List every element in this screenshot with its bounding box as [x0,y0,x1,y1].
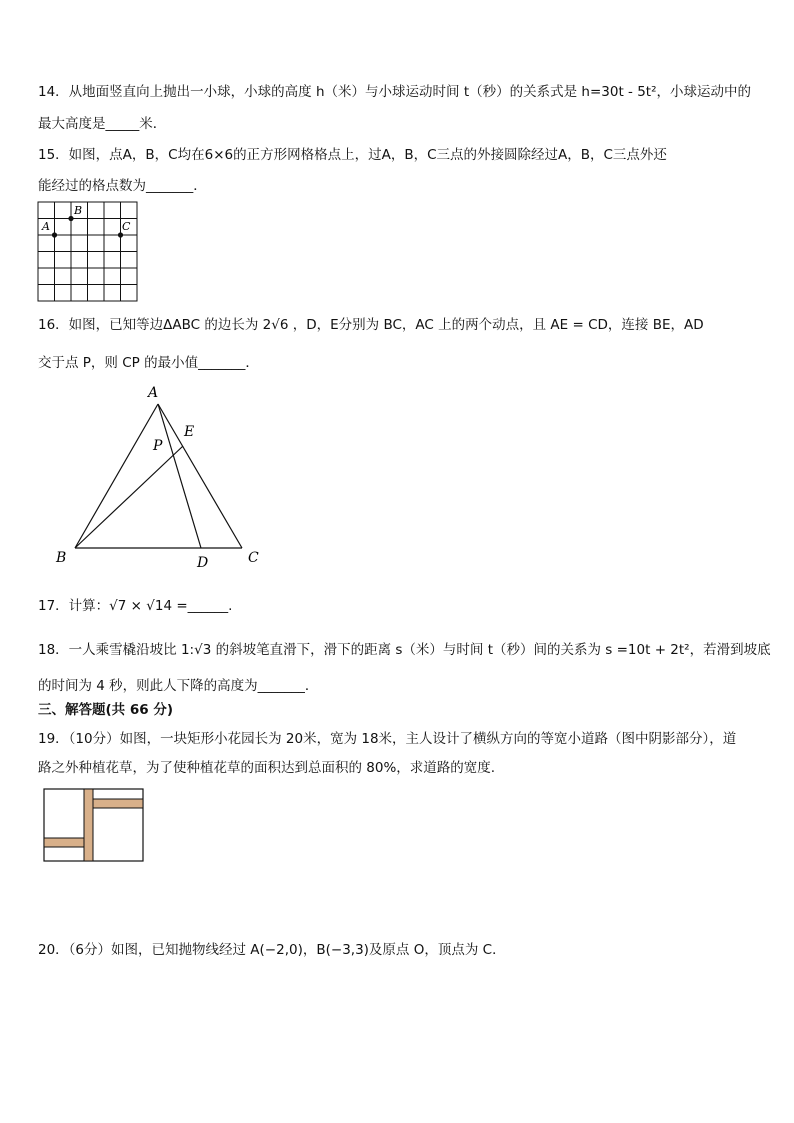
q16-line-1: 16．如图，已知等边ΔABC 的边长为 2√6 ，D，E分别为 BC，AC 上的两个动点，且 AE = CD，连接 BE，AD [38,317,704,333]
q14-line-1: 14．从地面竖直向上抛出一小球，小球的高度 h（米）与小球运动时间 t（秒）的关系式是 h=30t - 5t²，小球运动中的 [38,84,751,100]
grid-point-b [68,216,73,221]
section-title: 三、解答题(共 66 分) [38,702,174,718]
q14-line-2: 最大高度是_____米． [38,116,167,132]
q19-garden-figure [42,787,146,863]
tri-label-a: A [148,385,159,401]
tri-label-e: E [184,424,195,440]
segment-ad [158,404,201,548]
q17-line-1: 17．计算：√7 × √14 =______. [38,598,233,614]
tri-label-d: D [197,555,209,571]
segment-be [75,446,183,548]
q19-line-1: 19．（10分）如图，一块矩形小花园长为 20米，宽为 18米，主人设计了横纵方向的等宽小道路（图中阴影部分），道 [38,731,737,747]
q19-line-2: 路之外种植花草，为了使种植花草的面积达到总面积的 80%，求道路的宽度. [38,760,496,776]
q20-line-1: 20．（6分）如图，已知抛物线经过 A(−2,0)，B(−3,3)及原点 O，顶点为 C． [38,942,506,958]
grid-lines [38,202,137,301]
grid-label-b: B [74,204,83,217]
q18-line-2: 的时间为 4 秒，则此人下降的高度为_______． [38,678,319,694]
q16-triangle-figure [50,380,270,576]
q15-line-2: 能经过的格点数为_______． [38,178,207,194]
grid-label-a: A [42,220,50,233]
side-ac [158,404,242,548]
horizontal-road [44,838,84,847]
vertical-road [84,789,93,861]
q16-line-2: 交于点 P，则 CP 的最小值_______． [38,355,259,371]
q15-line-1: 15．如图，点A，B，C均在6×6的正方形网格格点上，过A，B，C三点的外接圆除经过A，B，C三点外还 [38,147,667,163]
grid-point-a [52,232,57,237]
q15-grid-figure [36,200,140,302]
grid-point-c [118,232,123,237]
grid-label-c: C [122,220,131,233]
tri-label-p: P [153,438,163,454]
tri-label-b: B [56,550,67,566]
road-right-branch [93,799,143,808]
q18-line-1: 18．一人乘雪橇沿坡比 1:√3 的斜坡笔直滑下，滑下的距离 s（米）与时间 t（秒）间的关系为 s =10t + 2t²，若滑到坡底 [38,642,771,658]
side-ab [75,404,158,548]
tri-label-c: C [248,550,259,566]
